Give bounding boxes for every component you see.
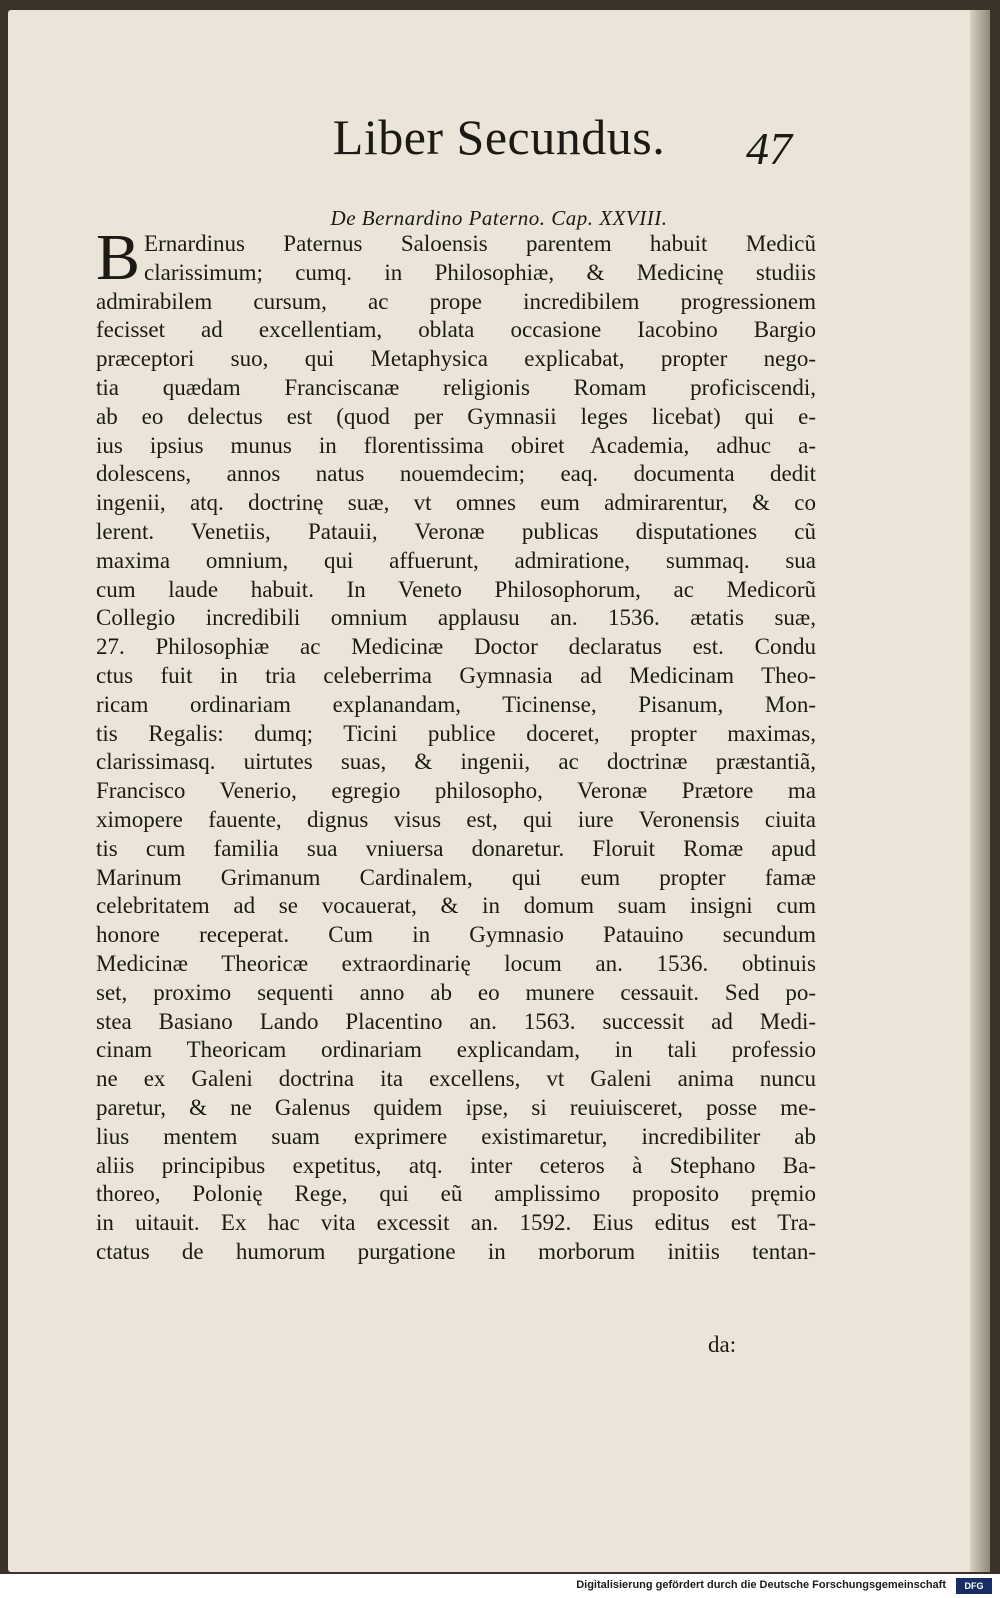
text-line: cinam Theoricam ordinariam explicandam, in tali professio — [96, 1037, 816, 1063]
text-line: ab eo delectus est (quod per Gymnasii leges licebat) qui e- — [96, 403, 816, 429]
drop-initial: B — [96, 221, 141, 294]
text-line: maxima omnium, qui affuerunt, admiratione, summaq. sua — [96, 547, 816, 573]
text-line: præceptori suo, qui Metaphysica explicabat, propter nego- — [96, 346, 816, 372]
funding-credit: Digitalisierung gefördert durch die Deutsche Forschungsgemeinschaft — [576, 1579, 946, 1591]
text-line: Ernardinus Paternus Saloensis parentem habuit Medicũ — [144, 231, 816, 256]
text-line: honore receperat. Cum in Gymnasio Patauino secundum — [96, 922, 816, 948]
book-page — [8, 10, 990, 1572]
text-line: Marinum Grimanum Cardinalem, qui eum propter famæ — [96, 864, 816, 890]
text-line: ingenii, atq. doctrinę suæ, vt omnes eum admirarentur, & co — [96, 490, 816, 516]
text-line: aliis principibus expetitus, atq. inter ceteros à Stephano Ba- — [96, 1152, 816, 1178]
text-line: celebritatem ad se vocauerat, & in domum suam insigni cum — [96, 893, 816, 919]
text-line: 27. Philosophiæ ac Medicinæ Doctor declaratus est. Condu — [96, 634, 816, 660]
dfg-logo: DFG — [956, 1578, 992, 1594]
text-line: ctus fuit in tria celeberrima Gymnasia ad Medicinam Theo- — [96, 662, 816, 688]
catchword: da: — [708, 1332, 737, 1357]
text-line: stea Basiano Lando Placentino an. 1563. successit ad Medi- — [96, 1008, 816, 1034]
page-gutter-shadow — [970, 10, 990, 1572]
footer-bar — [0, 1576, 1000, 1598]
body-text — [96, 221, 816, 1267]
text-line: set, proximo sequenti anno ab eo munere cessauit. Sed po- — [96, 979, 816, 1005]
text-line: tia quædam Franciscanæ religionis Romam proficiscendi, — [96, 374, 816, 400]
text-line: ricam ordinariam explanandam, Ticinense, Pisanum, Mon- — [96, 691, 816, 717]
text-line: ximopere fauente, dignus visus est, qui iure Veronensis ciuita — [96, 806, 816, 832]
text-line: clarissimasq. uirtutes suas, & ingenii, ac doctrinæ præstantiã, — [96, 749, 816, 775]
text-line: Medicinæ Theoricæ extraordinarię locum an. 1536. obtinuis — [96, 950, 816, 976]
text-line: thoreo, Polonię Rege, qui eũ amplissimo proposito pręmio — [96, 1181, 816, 1207]
text-line: lius mentem suam exprimere existimaretur, incredibiliter ab — [96, 1123, 816, 1149]
chapter-title: De Bernardino Paterno. Cap. XXVIII. — [330, 206, 668, 230]
text-line: dolescens, annos natus nouemdecim; eaq. documenta dedit — [96, 461, 816, 487]
text-line: lerent. Venetiis, Patauii, Veronæ publicas disputationes cũ — [96, 518, 816, 544]
text-line: ne ex Galeni doctrina ita excellens, vt Galeni anima nuncu — [96, 1066, 816, 1092]
text-line: paretur, & ne Galenus quidem ipse, si reuiuisceret, posse me- — [96, 1094, 816, 1120]
text-line: cum laude habuit. In Veneto Philosophorum, ac Medicorũ — [96, 576, 816, 602]
page-number: 47 — [746, 123, 792, 174]
text-line: tis cum familia sua vniuersa donaretur. Floruit Romæ apud — [96, 835, 816, 861]
text-line: Collegio incredibili omnium applausu an. 1536. ætatis suæ, — [96, 605, 816, 631]
text-line: ctatus de humorum purgatione in morborum initiis tentan- — [96, 1238, 816, 1264]
running-head: Liber Secundus. — [332, 109, 666, 165]
text-line: ius ipsius munus in florentissima obiret Academia, adhuc a- — [96, 432, 816, 458]
text-line: Francisco Venerio, egregio philosopho, Veronæ Prætore ma — [96, 778, 816, 804]
text-line: tis Regalis: dumq; Ticini publice doceret, propter maximas, — [96, 720, 816, 746]
text-line: admirabilem cursum, ac prope incredibilem progressionem — [96, 288, 816, 314]
text-line: clarissimum; cumq. in Philosophiæ, & Medicinę studiis — [144, 259, 816, 285]
text-line: fecisset ad excellentiam, oblata occasione Iacobino Bargio — [96, 317, 816, 343]
text-line: in uitauit. Ex hac vita excessit an. 1592. Eius editus est Tra- — [96, 1210, 816, 1236]
